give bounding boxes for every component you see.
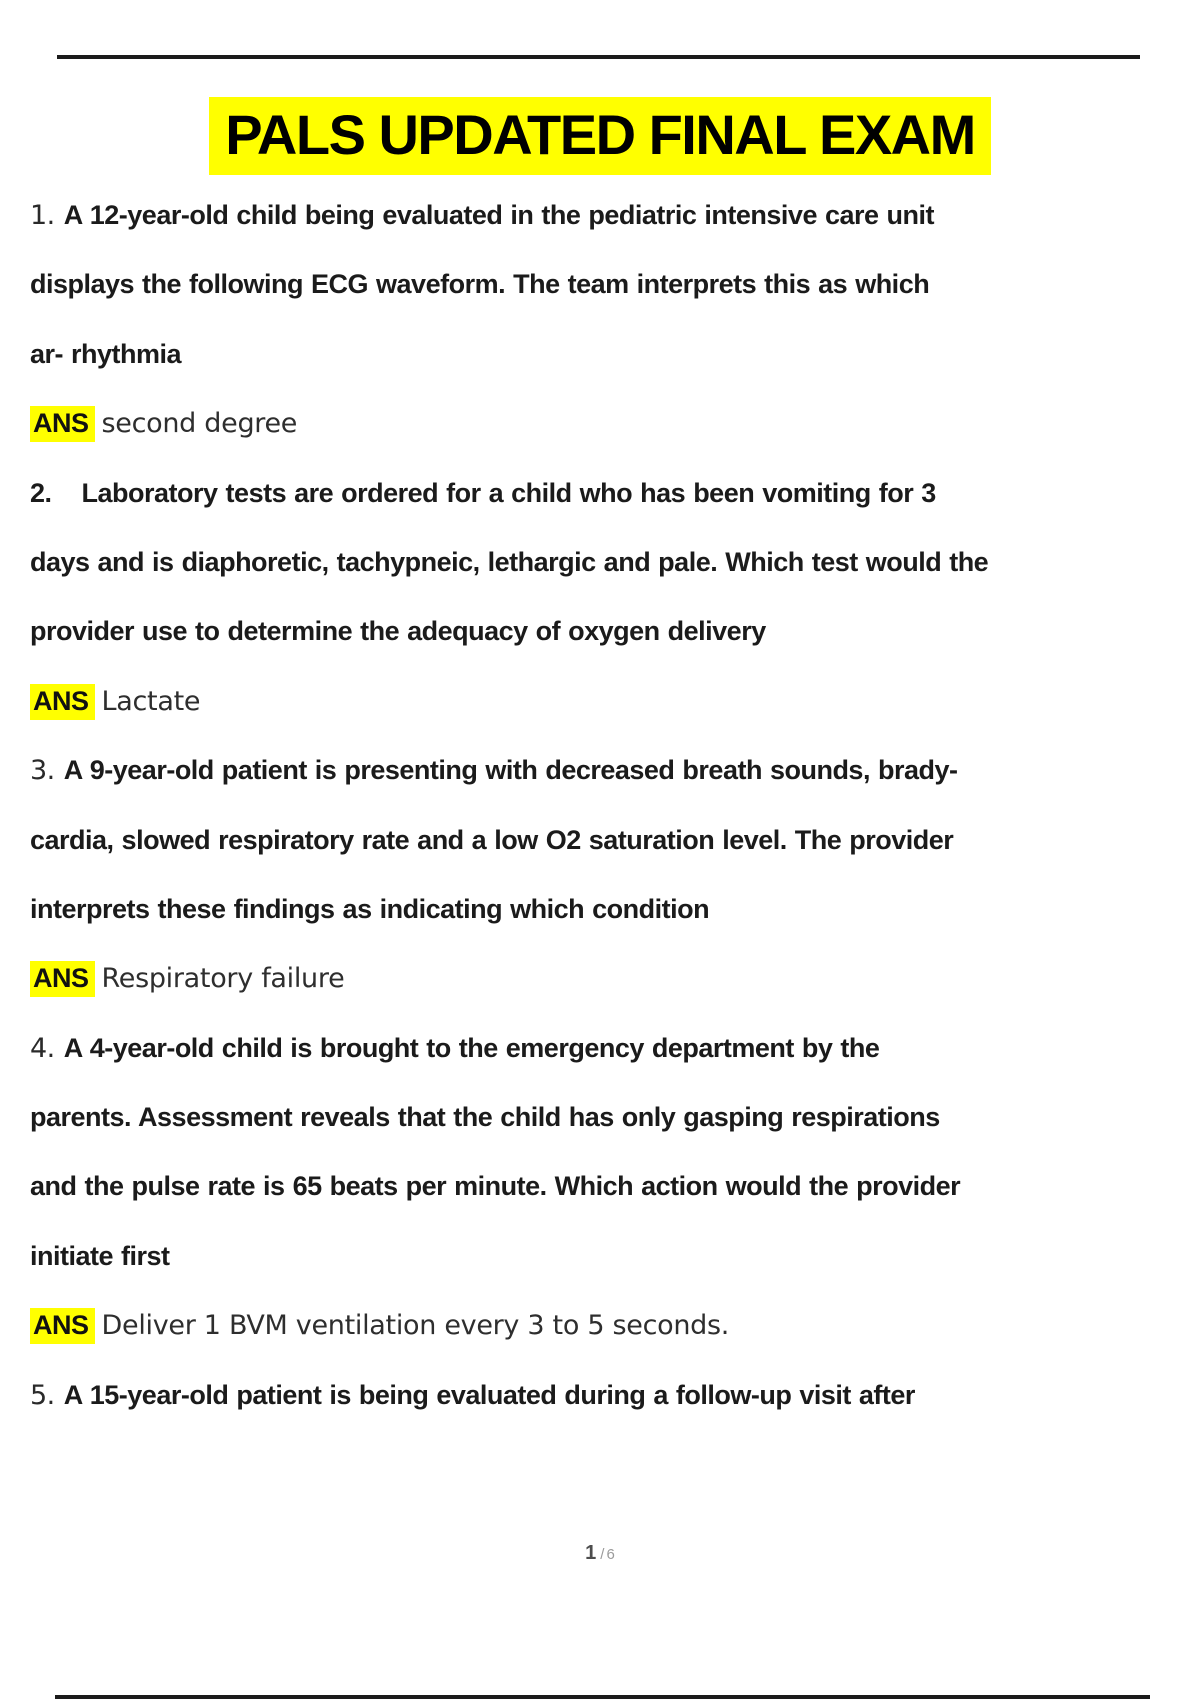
answer-text: second degree	[101, 408, 298, 440]
bottom-horizontal-rule	[55, 1695, 1150, 1699]
question-text: interprets these findings as indicating which condition	[30, 893, 710, 924]
answer-label-highlight: ANS	[30, 1308, 95, 1344]
title-highlight	[209, 97, 991, 175]
question-text: parents. Assessment reveals that the child has only gasping respirations	[30, 1102, 940, 1133]
text-line	[30, 1378, 1145, 1447]
text-line	[30, 961, 1145, 1030]
text-line	[30, 406, 1145, 475]
content-lines	[30, 198, 1145, 1447]
answer-text: Deliver 1 BVM ventilation every 3 to 5 seconds.	[101, 1310, 730, 1342]
answer-label-highlight: ANS	[30, 406, 95, 442]
question-text: A 9-year-old patient is presenting with decreased breath sounds, brady-	[63, 755, 958, 786]
question-text: displays the following ECG waveform. The team interprets this as which	[30, 269, 930, 300]
text-line	[30, 267, 1145, 336]
page-number-total: 6	[606, 1546, 615, 1563]
question-text: ar- rhythmia	[30, 338, 182, 369]
page-number-current: 1	[585, 1542, 597, 1564]
text-line	[30, 476, 1145, 545]
question-number: 1.	[30, 200, 55, 231]
text-line	[30, 337, 1145, 406]
title-container	[0, 97, 1200, 175]
question-text: and the pulse rate is 65 beats per minute. Which action would the provider	[30, 1171, 961, 1202]
answer-label-highlight: ANS	[30, 961, 95, 997]
page-title: PALS UPDATED FINAL EXAM	[225, 103, 975, 166]
text-line	[30, 753, 1145, 822]
question-number: 5.	[30, 1379, 55, 1411]
text-line	[30, 1031, 1145, 1100]
page-number-separator: /	[600, 1546, 605, 1563]
question-number: 4.	[30, 1032, 55, 1064]
question-number: 2.	[30, 477, 52, 508]
question-text: provider use to determine the adequacy of oxygen delivery	[30, 616, 766, 647]
text-line	[30, 1308, 1145, 1377]
text-line	[30, 1100, 1145, 1169]
question-text: initiate first	[30, 1240, 170, 1271]
question-text: cardia, slowed respiratory rate and a low O2 saturation level. The provider	[30, 824, 954, 855]
text-line	[30, 892, 1145, 961]
question-text: A 12-year-old child being evaluated in the pediatric intensive care unit	[63, 200, 934, 230]
question-text: Laboratory tests are ordered for a child who has been vomiting for 3	[81, 477, 936, 508]
text-line	[30, 614, 1145, 683]
answer-text: Lactate	[101, 685, 201, 717]
page-footer	[0, 1542, 1200, 1565]
answer-label-highlight: ANS	[30, 684, 95, 720]
question-number: 3.	[30, 755, 55, 787]
top-horizontal-rule	[57, 55, 1140, 59]
text-line	[30, 1239, 1145, 1308]
text-line	[30, 823, 1145, 892]
answer-text: Respiratory failure	[101, 963, 345, 995]
text-line	[30, 684, 1145, 753]
question-text: days and is diaphoretic, tachypneic, lethargic and pale. Which test would the	[30, 546, 989, 577]
text-line	[30, 545, 1145, 614]
question-text: A 15-year-old patient is being evaluated during a follow-up visit after	[63, 1379, 915, 1410]
text-line	[30, 198, 1145, 267]
question-text: A 4-year-old child is brought to the emergency department by the	[63, 1032, 880, 1063]
text-line	[30, 1169, 1145, 1238]
